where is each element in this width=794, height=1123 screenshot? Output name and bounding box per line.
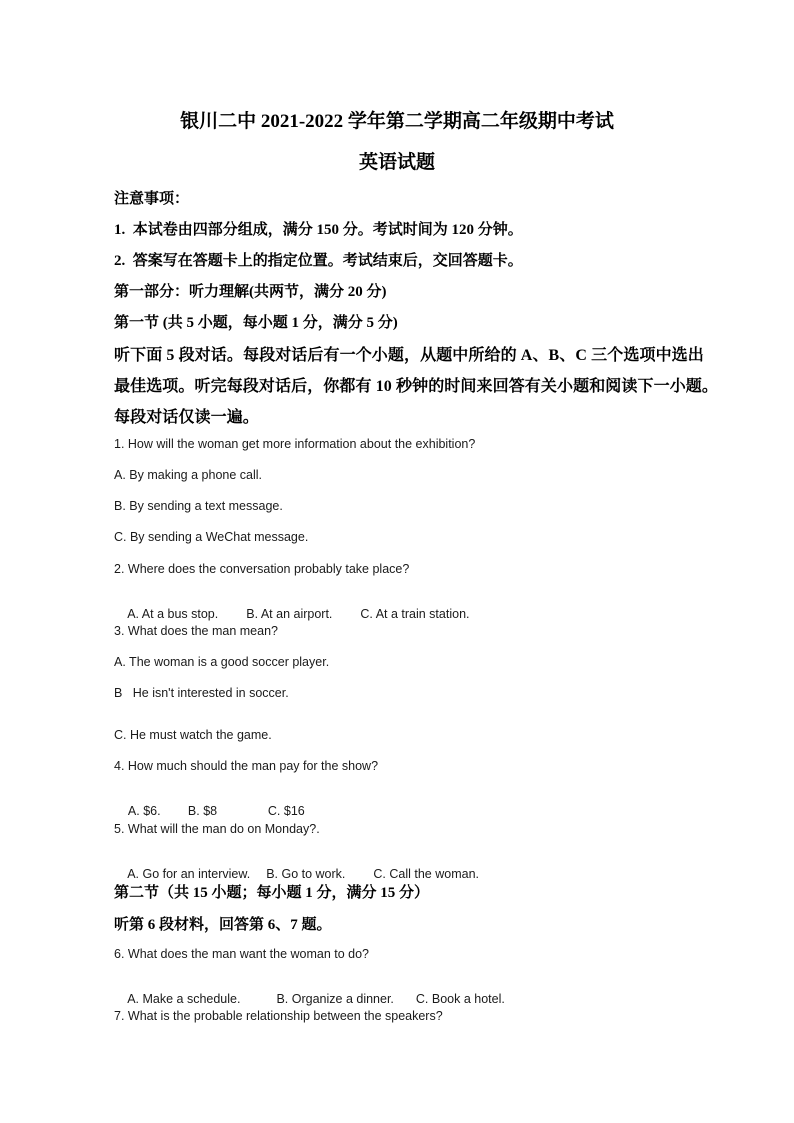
q5-option-c: C. Call the woman. [373, 867, 479, 881]
q6-option-a: A. Make a schedule. [127, 992, 241, 1006]
question-5: 5. What will the man do on Monday?. [114, 822, 320, 836]
notes-item-1: 1. 本试卷由四部分组成，满分 150 分。考试时间为 120 分钟。 [114, 222, 523, 238]
notes-item-2: 2. 答案写在答题卡上的指定位置。考试结束后，交回答题卡。 [114, 253, 523, 269]
q4-option-c: C. $16 [267, 804, 305, 818]
notes-heading: 注意事项： [114, 191, 190, 207]
q5-option-b: B. Go to work. [266, 867, 346, 881]
q5-option-a: A. Go for an interview. [127, 867, 251, 881]
question-2: 2. Where does the conversation probably take place? [114, 562, 410, 576]
section2-heading: 第二节（共 15 小题；每小题 1 分，满分 15 分） [114, 885, 430, 901]
question-7: 7. What is the probable relationship between the speakers? [114, 1009, 443, 1023]
q3-option-c: C. He must watch the game. [114, 728, 272, 742]
instructions-line-2: 最佳选项。听完每段对话后，你都有 10 秒钟的时间来回答有关小题和阅读下一小题。 [114, 378, 719, 395]
q6-option-c: C. Book a hotel. [415, 992, 505, 1006]
section1-heading: 第一节 (共 5 小题，每小题 1 分，满分 5 分) [114, 315, 398, 331]
q1-option-a: A. By making a phone call. [114, 468, 262, 482]
q3-option-b: B He isn't interested in soccer. [114, 686, 289, 700]
q2-option-c: C. At a train station. [360, 607, 470, 621]
material6-heading: 听第 6 段材料，回答第 6、7 题。 [114, 917, 332, 933]
question-3: 3. What does the man mean? [114, 624, 278, 638]
q2-option-a: A. At a bus stop. [127, 607, 219, 621]
instructions-line-1: 听下面 5 段对话。每段对话后有一个小题，从题中所给的 A、B、C 三个选项中选出 [114, 347, 704, 364]
question-4: 4. How much should the man pay for the show? [114, 759, 379, 773]
question-1: 1. How will the woman get more information about the exhibition? [114, 437, 476, 451]
q3-option-a: A. The woman is a good soccer player. [114, 655, 330, 669]
exam-title: 银川二中 2021-2022 学年第二学期高二年级期中考试 [180, 111, 614, 132]
q4-option-a: A. $6. [127, 804, 161, 818]
part1-heading: 第一部分：听力理解(共两节，满分 20 分) [114, 284, 387, 300]
q1-option-c: C. By sending a WeChat message. [114, 530, 309, 544]
exam-subtitle: 英语试题 [358, 152, 435, 173]
q4-option-b: B. $8 [187, 804, 218, 818]
q6-option-b: B. Organize a dinner. [276, 992, 394, 1006]
question-6: 6. What does the man want the woman to do? [114, 947, 370, 961]
instructions-line-3: 每段对话仅读一遍。 [114, 409, 259, 426]
q2-option-b: B. At an airport. [246, 607, 333, 621]
q1-option-b: B. By sending a text message. [114, 499, 283, 513]
